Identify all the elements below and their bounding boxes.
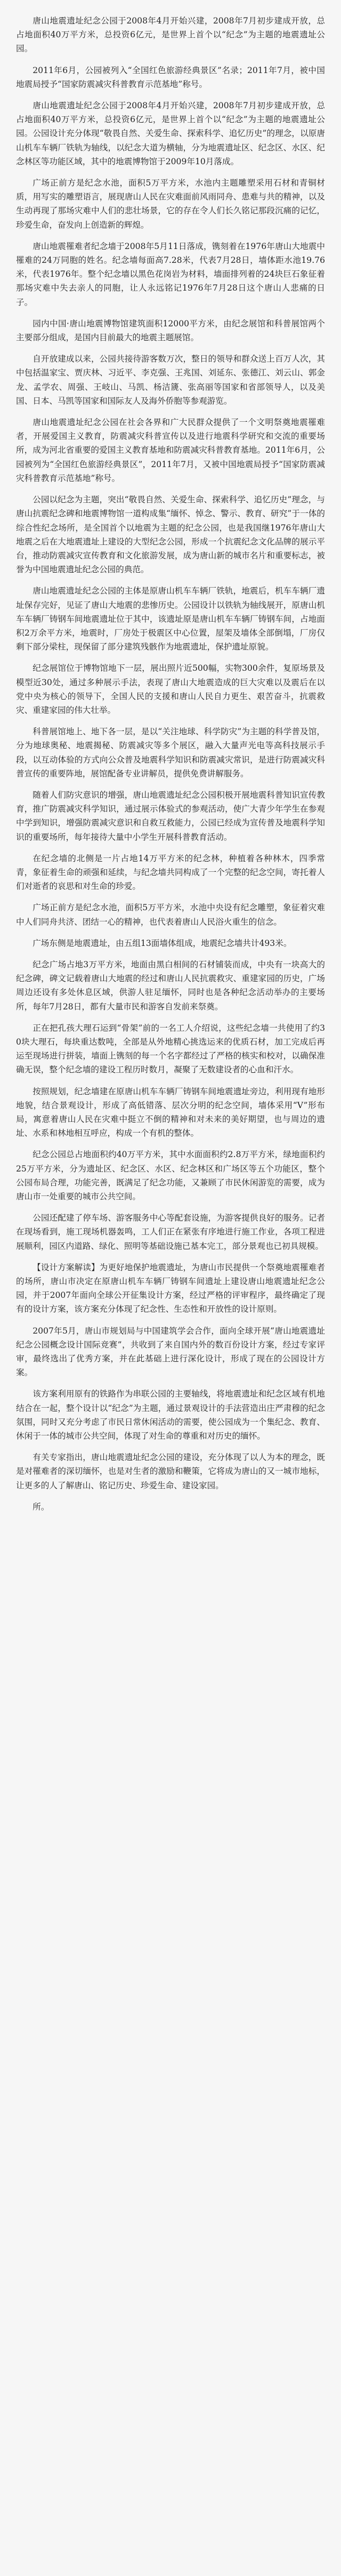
article-paragraph: 唐山地震遗址纪念公园于2008年4月开始兴建，2008年7月初步建成开放，总占地面积40万平方米，总投资6亿元，是世界上首个以“纪念”为主题的地震遗址公园。公园设计充分体现“敬畏自然、关爱生命、探索科学、追忆历史”的理念，以原唐山机车车辆厂铁轨为轴线，以纪念大道为横轴，分为地震遗址区、纪念区、水区、纪念林区等功能区域，其中的地震博物馆于2009年10月落成。 [16, 101, 325, 166]
article-paragraph: 科普展馆地上、地下各一层，是以“关注地球、科学防灾”为主题的科学普及馆，分为地球奥秘、地震揭秘、防震减灾等多个展区，融入大量声光电等高科技展示手段，以互动体验的方式向公众普及地震科学知识和防震减灾常识，是进行防震减灾科普宣传的重要阵地，展馆配备专业讲解员，提供免费讲解服务。 [16, 727, 325, 779]
article-paragraph: 公园以纪念为主题，突出“敬畏自然、关爱生命、探索科学、追忆历史”理念，与唐山抗震纪念碑和地震博物馆一道构成集“缅怀、悼念、警示、教育、研究”于一体的综合性纪念场所，是全国首个以地震为主题的纪念公园，也是我国继1976年唐山大地震之后在大地震遗址上建设的大型纪念公园，形成一个抗震纪念文化品牌的展示平台，推动防震减灾宣传教育和文化旅游发展，成为唐山新的城市名片和重要标志，被誉为中国地震遗址纪念公园的典范。 [16, 495, 325, 575]
article-paragraph: 广场东侧是地震遗址，由五组13面墙体组成，地震纪念墙共计493米。 [33, 938, 292, 948]
article-paragraph: 随着人们防灾意识的增强，唐山地震遗址纪念公园积极开展地震科普知识宣传教育，推广防震减灾科学知识，通过展示体验式的参观活动，使广大青少年学生在参观中学到知识，增强防震减灾意识和自救互救能力，公园已经成为宣传普及地震科学知识的重要场所，每年接待大量中小学生开展科普教育活动。 [16, 790, 325, 842]
article-paragraph: 按照规划，纪念墙建在原唐山机车车辆厂铸钢车间地震遗址旁边，利用现有地形地貌，结合景观设计，形成了高低错落、层次分明的纪念空间，墙体采用“V”形布局，寓意着唐山人民在灾难中挺立不倒的精神和对未来的美好期望，也与周边的遗址、水系和林地相互呼应，构成一个有机的整体。 [16, 1086, 325, 1138]
article-paragraph: 有关专家指出，唐山地震遗址纪念公园的建设，充分体现了以人为本的理念，既是对罹难者的深切缅怀，也是对生者的激励和鞭策，它将成为唐山的又一城市地标，让更多的人了解唐山、铭记历史、珍爱生命、建设家园。 [16, 1452, 325, 1490]
article-paragraph: 所。 [33, 1502, 50, 1512]
article-paragraph: 唐山地震罹难者纪念墙于2008年5月11日落成，镌刻着在1976年唐山大地震中罹难的24万同胞的姓名。纪念墙每面高7.28米，代表7月28日，墙体距水池19.76米，代表1976年。整个纪念墙以黑色花岗岩为材料，墙面排列着的24块巨石象征着那场灾难中失去亲人的同胞，让人永远铭记1976年7月28日这个唐山人悲痛的日子。 [16, 241, 325, 307]
article-paragraph: 广场正前方是纪念水池，面积5万平方米，水池内主题雕塑采用石材和青铜材质，用写实的雕塑语言，展现唐山人民在灾难面前风雨同舟、患难与共的精神，以及生动再现了那场灾难中人们的悲壮场景，它的存在令人们长久铭记那段沉痛的记忆，珍爱生命，奋发向上创造新的辉煌。 [16, 178, 325, 230]
article-paragraph: 纪念展馆位于博物馆地下一层，展出照片近500幅，实物300余件，复原场景及模型近30处，通过多种展示手法，表现了唐山大地震造成的巨大灾难以及震后在以党中央为核心的领导下，全国人民的支援和唐山人民自力更生、艰苦奋斗，抗震救灾、重建家园的伟大壮举。 [16, 663, 325, 715]
article-paragraph: 2011年6月，公园被列入“全国红色旅游经典景区”名录；2011年7月，被中国地震局授予“国家防震减灾科普教育示范基地”称号。 [16, 65, 325, 89]
article-paragraph: 2007年5月，唐山市规划局与中国建筑学会合作，面向全球开展“唐山地震遗址纪念公园概念设计国际竞赛”，共收到了来自国内外的数百份设计方案，经过专家评审，最终选出了优秀方案，并在此基础上进行深化设计，形成了现在的公园设计方案。 [16, 1326, 325, 1378]
article-paragraph: 【设计方案解读】为更好地保护地震遗址，为唐山市民提供一个祭奠地震罹难者的场所，唐山市决定在原唐山机车车辆厂铸钢车间遗址上建设唐山地震遗址纪念公园，并于2007年面向全球公开征集设计方案，经过严格的评审程序，最终确定了现有的设计方案，该方案充分体现了纪念性、生态性和开放性的设计原则。 [16, 1262, 325, 1314]
article-paragraph: 正在把孔孩大理石运到“骨架”前的一名工人介绍说，这些纪念墙一共使用了约30块大理石，每块重达数吨，全部是从外地精心挑选运来的优质石材，加工完成后再运至现场进行拼装，墙面上镌刻的每一个名字都经过了严格的核实和校对，以确保准确无误，整个纪念墙的建设工程历时数月，凝聚了无数建设者的心血和汗水。 [16, 1023, 325, 1075]
article-paragraph: 园内中国·唐山地震博物馆建筑面积12000平方米，由纪念展馆和科普展馆两个主要部分组成，是国内目前最大的地震主题展馆。 [16, 318, 325, 343]
article-paragraph: 纪念广场占地3万平方米，地面由黑白相间的石材铺装而成，中央有一块高大的纪念碑，碑文记载着唐山大地震的经过和唐山人民抗震救灾、重建家园的历史，广场周边还设有多处休息区域，供游人驻足缅怀，同时也是各种纪念活动举办的主要场所，每年7月28日，都有大量市民和游客自发前来祭奠。 [16, 959, 325, 1012]
article-paragraph: 公园还配建了停车场、游客服务中心等配套设施，为游客提供良好的服务。记者在现场看到，施工现场机器轰鸣，工人们正在紧张有序地进行施工作业，各项工程进展顺利，园区内道路、绿化、照明等基础设施已基本完工，部分景观也已初具规模。 [16, 1213, 325, 1251]
article-paragraph: 该方案利用原有的铁路作为串联公园的主要轴线，将地震遗址和纪念区域有机地结合在一起，整个设计以“纪念”为主题，通过景观设计的手法营造出庄严肃穆的纪念氛围，同时又充分考虑了市民日常休闲活动的需要，使公园成为一个集纪念、教育、休闲于一体的城市公共空间，体现了对生命的尊重和对历史的缅怀。 [16, 1389, 325, 1441]
article-paragraph: 唐山地震遗址纪念公园于2008年4月开始兴建，2008年7月初步建成开放，总占地面积40万平方米，总投资6亿元，是世界上首个以“纪念”为主题的地震遗址公园。 [16, 16, 325, 54]
article-paragraph: 纪念公园总占地面积约40万平方米，其中水面面积约2.8万平方米，绿地面积约25万平方米，分为遗址区、纪念区、水区、纪念林区和广场区等五个功能区，整个公园布局合理，功能完善，既满足了纪念功能，又兼顾了市民休闲游览的需要，成为唐山市一处重要的城市公共空间。 [16, 1150, 325, 1202]
article-paragraph: 在纪念墙的北侧是一片占地14万平方米的纪念林，种植着各种林木，四季常青，象征着生命的顽强和延续，与纪念墙共同构成了一个完整的纪念空间，寄托着人们对逝者的哀思和对生命的珍爱。 [16, 853, 325, 892]
article-paragraph: 自开放建成以来，公园共接待游客数万次，整日的领导和群众送上百万人次，其中包括温家宝、贾庆林、习近平、李克强、王兆国、刘延东、张德江、刘云山、郭金龙、孟学农、周强、王岐山、马凯、杨洁篪、张高丽等国家和省部领导人，以及美国、日本、马凯等国家和国际友人及海外侨胞等参观游览。 [16, 354, 325, 406]
article-paragraph: 唐山地震遗址纪念公园在社会各界和广大民群众提供了一个文明祭奠地震罹难者，开展爱国主义教育，防震减灾科普宣传以及进行地震科学研究和交流的重要场所，成为河北省重要的爱国主义教育基地和防震减灾科普教育基地。2011年6月，公园被列为“全国红色旅游经典景区”，2011年7月，又被中国地震局授予“国家防震减灾科普教育示范基地”称号。 [16, 418, 325, 483]
article-paragraph: 广场正前方是纪念水池，面积5万平方米，水池中央设有纪念雕塑，象征着灾难中人们同舟共济、团结一心的精神，也代表着唐山人民浴火重生的信念。 [16, 903, 325, 927]
article-paragraph: 唐山地震遗址纪念公园的主体是原唐山机车车辆厂铁轨，地震后，机车车辆厂遗址保存完好，见证了唐山大地震的悲惨历史。公园设计以铁轨为轴线展开，原唐山机车车辆厂铸钢车间地震遗址位于其中，该遗址原是唐山机车车辆厂铸钢车间，占地面积2万余平方米，地震时，厂房处于极震区中心位置，屋架及墙体全部倒塌，厂房仅剩下部分梁柱，现保留了部分建筑残骸作为地震遗址，保护遗址原貌。 [16, 586, 325, 652]
